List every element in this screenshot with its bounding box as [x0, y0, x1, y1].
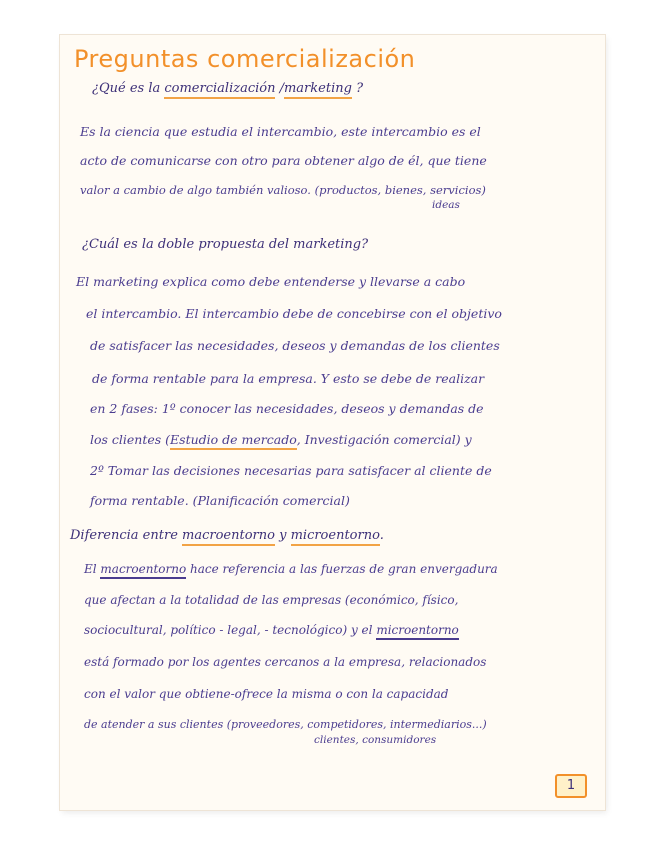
answer-1-line: ideas	[432, 199, 460, 211]
term-macroentorno: macroentorno	[100, 562, 186, 579]
answer-3-line: El macroentorno hace referencia a las fuerzas de gran envergadura	[84, 562, 498, 576]
answer-2-line: de forma rentable para la empresa. Y esto se debe de realizar	[92, 371, 485, 386]
answer-1-line: valor a cambio de algo también valioso. (productos, bienes, servicios)	[80, 183, 486, 197]
answer-1-line: Es la ciencia que estudia el intercambio, este intercambio es el	[80, 124, 481, 139]
term-comercializacion: comercialización	[164, 81, 275, 99]
term-estudio-mercado: Estudio de mercado	[170, 432, 297, 450]
answer-3-line: con el valor que obtiene-ofrece la misma o con la capacidad	[84, 687, 449, 701]
term-microentorno: microentorno	[376, 623, 458, 640]
answer-2-line: en 2 fases: 1º conocer las necesidades, deseos y demandas de	[90, 401, 484, 416]
answer-3-line: sociocultural, político - legal, - tecnológico) y el microentorno	[84, 623, 459, 637]
answer-3-line: clientes, consumidores	[314, 734, 437, 746]
answer-2-line: los clientes (Estudio de mercado, Investigación comercial) y	[90, 432, 472, 447]
answer-3-line: que afectan a la totalidad de las empresas (económico, físico,	[84, 593, 459, 607]
answer-1-line: acto de comunicarse con otro para obtener algo de él, que tiene	[80, 153, 487, 168]
page-number: 1	[555, 774, 587, 798]
question-1: ¿Qué es la comercialización /marketing ?	[92, 81, 363, 96]
term-macroentorno: macroentorno	[182, 528, 275, 546]
answer-2-line: 2º Tomar las decisiones necesarias para satisfacer al cliente de	[90, 463, 492, 478]
page-title: Preguntas comercialización	[74, 45, 416, 73]
answer-3-line: está formado por los agentes cercanos a la empresa, relacionados	[84, 655, 487, 669]
answer-2-line: El marketing explica como debe entenderse y llevarse a cabo	[76, 274, 466, 289]
question-3: Diferencia entre macroentorno y microentorno.	[70, 528, 384, 543]
answer-2-line: el intercambio. El intercambio debe de concebirse con el objetivo	[86, 306, 502, 321]
answer-2-line: de satisfacer las necesidades, deseos y demandas de los clientes	[90, 338, 500, 353]
answer-3-line: de atender a sus clientes (proveedores, competidores, intermediarios...)	[84, 718, 487, 731]
question-2: ¿Cuál es la doble propuesta del marketing?	[82, 237, 369, 252]
answer-2-line: forma rentable. (Planificación comercial)	[90, 493, 350, 508]
notebook-page	[60, 35, 605, 810]
term-marketing: marketing	[284, 81, 352, 99]
term-microentorno: microentorno	[291, 528, 380, 546]
